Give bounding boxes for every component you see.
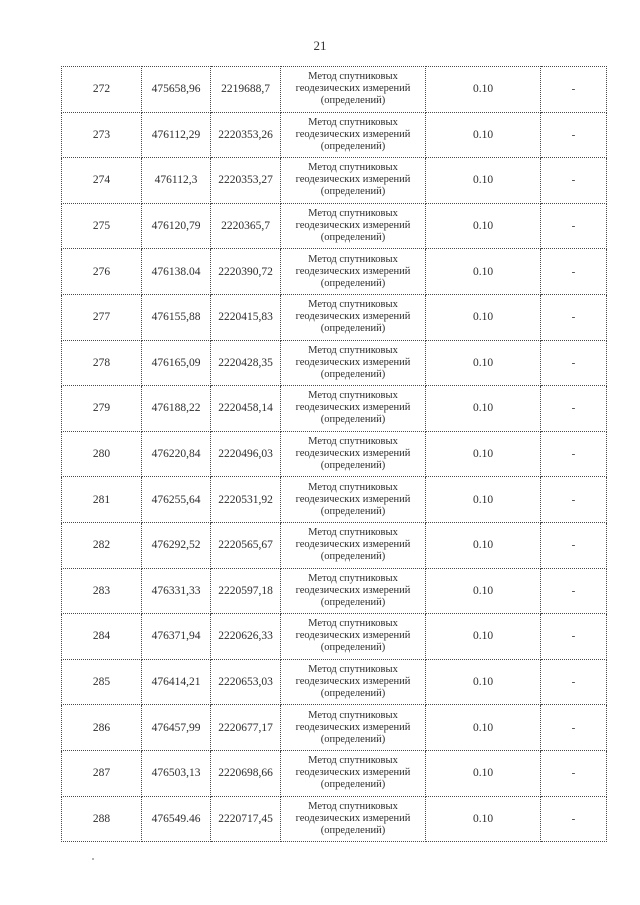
coordinates-table-body (62, 67, 607, 842)
method-cell: Метод спутниковых геодезических измерений (определений) (281, 614, 426, 660)
extra-cell: - (541, 158, 607, 204)
point-number-cell: 284 (62, 614, 142, 660)
x-coordinate-cell: 476255,64 (142, 477, 211, 523)
y-coordinate-cell: 2220531,92 (211, 477, 281, 523)
table-row (62, 614, 607, 660)
method-cell: Метод спутниковых геодезических измерений (определений) (281, 477, 426, 523)
method-cell: Метод спутниковых геодезических измерений (определений) (281, 386, 426, 432)
method-cell: Метод спутниковых геодезических измерений (определений) (281, 203, 426, 249)
table-row (62, 112, 607, 158)
method-cell: Метод спутниковых геодезических измерений (определений) (281, 112, 426, 158)
method-cell: Метод спутниковых геодезических измерений (определений) (281, 705, 426, 751)
point-number-cell: 283 (62, 568, 142, 614)
y-coordinate-cell: 2220653,03 (211, 659, 281, 705)
x-coordinate-cell: 476112,29 (142, 112, 211, 158)
extra-cell: - (541, 705, 607, 751)
table-row (62, 705, 607, 751)
x-coordinate-cell: 476155,88 (142, 294, 211, 340)
accuracy-cell: 0.10 (426, 67, 541, 113)
table-row (62, 522, 607, 568)
x-coordinate-cell: 476414,21 (142, 659, 211, 705)
y-coordinate-cell: 2220597,18 (211, 568, 281, 614)
table-row (62, 340, 607, 386)
method-cell: Метод спутниковых геодезических измерений (определений) (281, 249, 426, 295)
point-number-cell: 277 (62, 294, 142, 340)
x-coordinate-cell: 476457,99 (142, 705, 211, 751)
point-number-cell: 285 (62, 659, 142, 705)
extra-cell: - (541, 340, 607, 386)
y-coordinate-cell: 2220496,03 (211, 431, 281, 477)
extra-cell: - (541, 750, 607, 796)
table-row (62, 750, 607, 796)
point-number-cell: 276 (62, 249, 142, 295)
x-coordinate-cell: 476188,22 (142, 386, 211, 432)
y-coordinate-cell: 2220390,72 (211, 249, 281, 295)
extra-cell: - (541, 203, 607, 249)
table-row (62, 386, 607, 432)
table-row (62, 659, 607, 705)
accuracy-cell: 0.10 (426, 112, 541, 158)
y-coordinate-cell: 2220428,35 (211, 340, 281, 386)
point-number-cell: 286 (62, 705, 142, 751)
x-coordinate-cell: 476120,79 (142, 203, 211, 249)
method-cell: Метод спутниковых геодезических измерений (определений) (281, 294, 426, 340)
x-coordinate-cell: 475658,96 (142, 67, 211, 113)
point-number-cell: 279 (62, 386, 142, 432)
table-row (62, 249, 607, 295)
point-number-cell: 274 (62, 158, 142, 204)
extra-cell: - (541, 431, 607, 477)
extra-cell: - (541, 249, 607, 295)
y-coordinate-cell: 2220365,7 (211, 203, 281, 249)
extra-cell: - (541, 614, 607, 660)
table-row (62, 67, 607, 113)
table-row (62, 796, 607, 842)
point-number-cell: 288 (62, 796, 142, 842)
method-cell: Метод спутниковых геодезических измерений (определений) (281, 340, 426, 386)
method-cell: Метод спутниковых геодезических измерений (определений) (281, 750, 426, 796)
method-cell: Метод спутниковых геодезических измерений (определений) (281, 67, 426, 113)
accuracy-cell: 0.10 (426, 522, 541, 568)
point-number-cell: 273 (62, 112, 142, 158)
point-number-cell: 280 (62, 431, 142, 477)
extra-cell: - (541, 294, 607, 340)
table-row (62, 294, 607, 340)
x-coordinate-cell: 476220,84 (142, 431, 211, 477)
y-coordinate-cell: 2220677,17 (211, 705, 281, 751)
extra-cell: - (541, 112, 607, 158)
x-coordinate-cell: 476165,09 (142, 340, 211, 386)
method-cell: Метод спутниковых геодезических измерений (определений) (281, 568, 426, 614)
accuracy-cell: 0.10 (426, 203, 541, 249)
y-coordinate-cell: 2220353,26 (211, 112, 281, 158)
x-coordinate-cell: 476138.04 (142, 249, 211, 295)
table-row (62, 431, 607, 477)
point-number-cell: 272 (62, 67, 142, 113)
method-cell: Метод спутниковых геодезических измерений (определений) (281, 659, 426, 705)
coordinates-table (61, 66, 607, 842)
table-row (62, 203, 607, 249)
y-coordinate-cell: 2219688,7 (211, 67, 281, 113)
point-number-cell: 282 (62, 522, 142, 568)
extra-cell: - (541, 568, 607, 614)
accuracy-cell: 0.10 (426, 386, 541, 432)
table-row (62, 568, 607, 614)
x-coordinate-cell: 476292,52 (142, 522, 211, 568)
point-number-cell: 278 (62, 340, 142, 386)
y-coordinate-cell: 2220458,14 (211, 386, 281, 432)
y-coordinate-cell: 2220698,66 (211, 750, 281, 796)
table-row (62, 158, 607, 204)
accuracy-cell: 0.10 (426, 431, 541, 477)
method-cell: Метод спутниковых геодезических измерений (определений) (281, 158, 426, 204)
accuracy-cell: 0.10 (426, 340, 541, 386)
y-coordinate-cell: 2220565,67 (211, 522, 281, 568)
scan-artifact-dot (92, 858, 94, 860)
extra-cell: - (541, 477, 607, 523)
x-coordinate-cell: 476549.46 (142, 796, 211, 842)
method-cell: Метод спутниковых геодезических измерений (определений) (281, 796, 426, 842)
x-coordinate-cell: 476503,13 (142, 750, 211, 796)
x-coordinate-cell: 476371,94 (142, 614, 211, 660)
x-coordinate-cell: 476331,33 (142, 568, 211, 614)
x-coordinate-cell: 476112,3 (142, 158, 211, 204)
accuracy-cell: 0.10 (426, 705, 541, 751)
y-coordinate-cell: 2220415,83 (211, 294, 281, 340)
point-number-cell: 287 (62, 750, 142, 796)
y-coordinate-cell: 2220717,45 (211, 796, 281, 842)
point-number-cell: 281 (62, 477, 142, 523)
extra-cell: - (541, 796, 607, 842)
extra-cell: - (541, 522, 607, 568)
table-row (62, 477, 607, 523)
accuracy-cell: 0.10 (426, 294, 541, 340)
accuracy-cell: 0.10 (426, 796, 541, 842)
y-coordinate-cell: 2220626,33 (211, 614, 281, 660)
accuracy-cell: 0.10 (426, 477, 541, 523)
page-number: 21 (313, 38, 327, 53)
accuracy-cell: 0.10 (426, 750, 541, 796)
accuracy-cell: 0.10 (426, 249, 541, 295)
method-cell: Метод спутниковых геодезических измерений (определений) (281, 431, 426, 477)
y-coordinate-cell: 2220353,27 (211, 158, 281, 204)
extra-cell: - (541, 659, 607, 705)
accuracy-cell: 0.10 (426, 659, 541, 705)
accuracy-cell: 0.10 (426, 614, 541, 660)
accuracy-cell: 0.10 (426, 158, 541, 204)
accuracy-cell: 0.10 (426, 568, 541, 614)
extra-cell: - (541, 67, 607, 113)
extra-cell: - (541, 386, 607, 432)
point-number-cell: 275 (62, 203, 142, 249)
method-cell: Метод спутниковых геодезических измерений (определений) (281, 522, 426, 568)
